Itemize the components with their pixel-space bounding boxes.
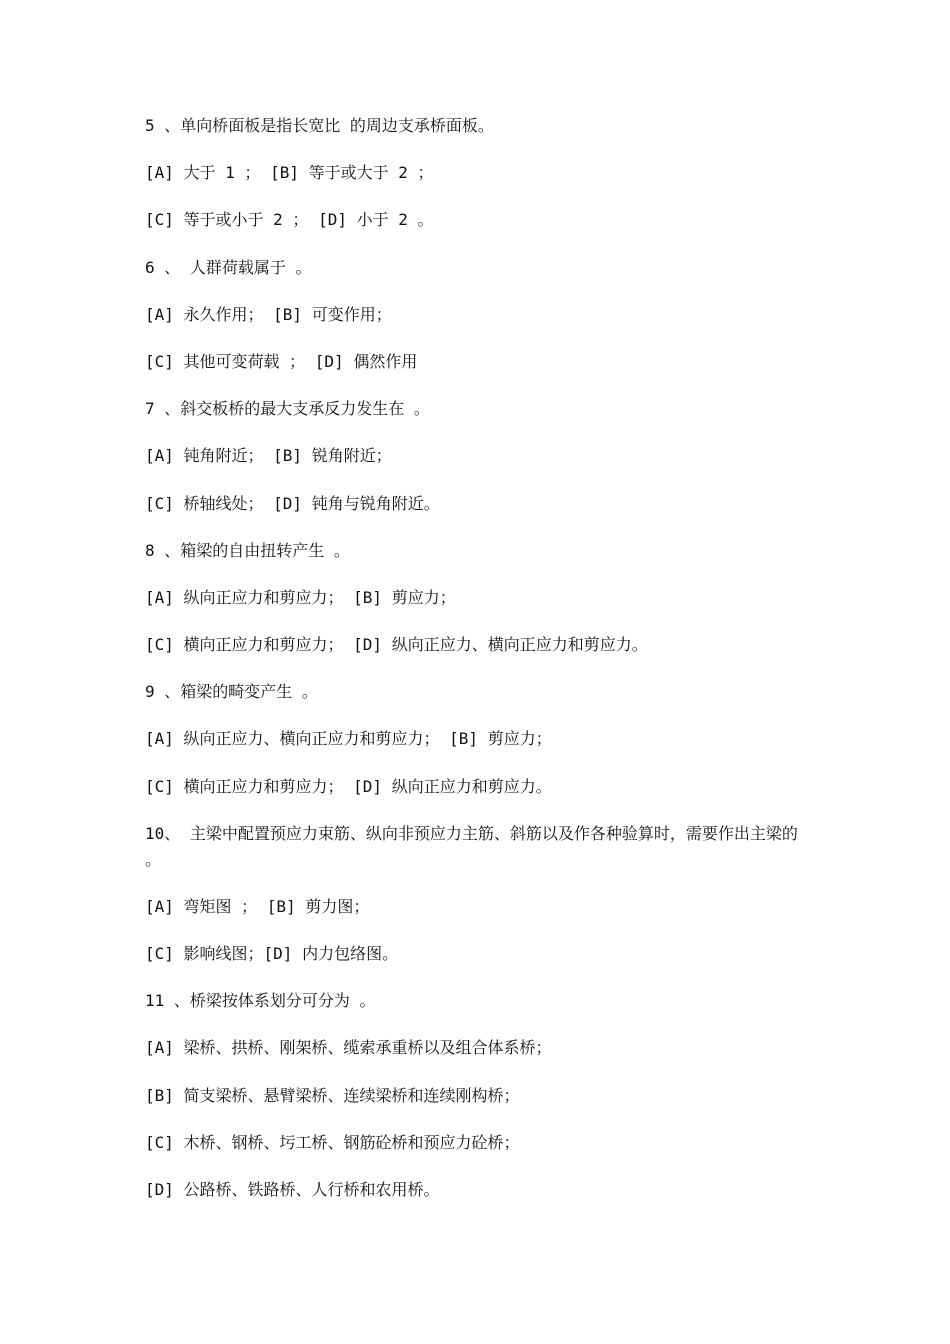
question-option: [A] 钝角附近； [B] 锐角附近；: [145, 446, 392, 466]
question-8: [145, 538, 815, 680]
question-option: [C] 其他可变荷载 ； [D] 偶然作用: [145, 351, 418, 371]
question-stem: 7 、斜交板桥的最大支承反力发生在 。: [145, 399, 430, 419]
question-option: [C] 横向正应力和剪应力； [D] 纵向正应力、横向正应力和剪应力。: [145, 635, 648, 655]
question-option: [D] 公路桥、铁路桥、人行桥和农用桥。: [145, 1179, 440, 1199]
question-7: [145, 396, 815, 538]
question-option: [A] 永久作用； [B] 可变作用；: [145, 304, 392, 324]
question-option: [C] 横向正应力和剪应力； [D] 纵向正应力和剪应力。: [145, 776, 552, 796]
question-option: [B] 简支梁桥、悬臂梁桥、连续梁桥和连续刚构桥；: [145, 1085, 520, 1105]
question-9: [145, 679, 815, 821]
question-option: [C] 桥轴线处； [D] 钝角与锐角附近。: [145, 493, 440, 513]
question-option: [A] 纵向正应力和剪应力； [B] 剪应力；: [145, 587, 456, 607]
question-6: [145, 255, 815, 397]
question-stem: 11 、桥梁按体系划分可分为 。: [145, 991, 376, 1011]
question-stem: 5 、单向桥面板是指长宽比 的周边支承桥面板。: [145, 116, 494, 135]
question-stem: 10、 主梁中配置预应力束筋、纵向非预应力主筋、斜筋以及作各种验算时，需要作出主梁的 。: [145, 823, 808, 869]
question-option: [A] 纵向正应力、横向正应力和剪应力； [B] 剪应力；: [145, 729, 552, 749]
question-option: [A] 梁桥、拱桥、刚架桥、缆索承重桥以及组合体系桥；: [145, 1038, 552, 1058]
question-option: [A] 大于 1 ； [B] 等于或大于 2 ；: [145, 163, 434, 183]
question-option: [C] 等于或小于 2 ； [D] 小于 2 。: [145, 210, 434, 230]
question-option: [A] 弯矩图 ； [B] 剪力图；: [145, 896, 370, 916]
question-stem: 8 、箱梁的自由扭转产生 。: [145, 540, 350, 560]
question-11: [145, 988, 815, 1224]
question-list: [145, 113, 815, 1224]
question-10: [145, 821, 815, 988]
question-5: [145, 113, 815, 255]
question-option: [C] 影响线图；[D] 内力包络图。: [145, 944, 399, 963]
question-stem: 6 、 人群荷载属于 。: [145, 257, 312, 277]
question-option: [C] 木桥、钢桥、圬工桥、钢筋砼桥和预应力砼桥；: [145, 1132, 520, 1152]
question-stem: 9 、箱梁的畸变产生 。: [145, 682, 318, 702]
